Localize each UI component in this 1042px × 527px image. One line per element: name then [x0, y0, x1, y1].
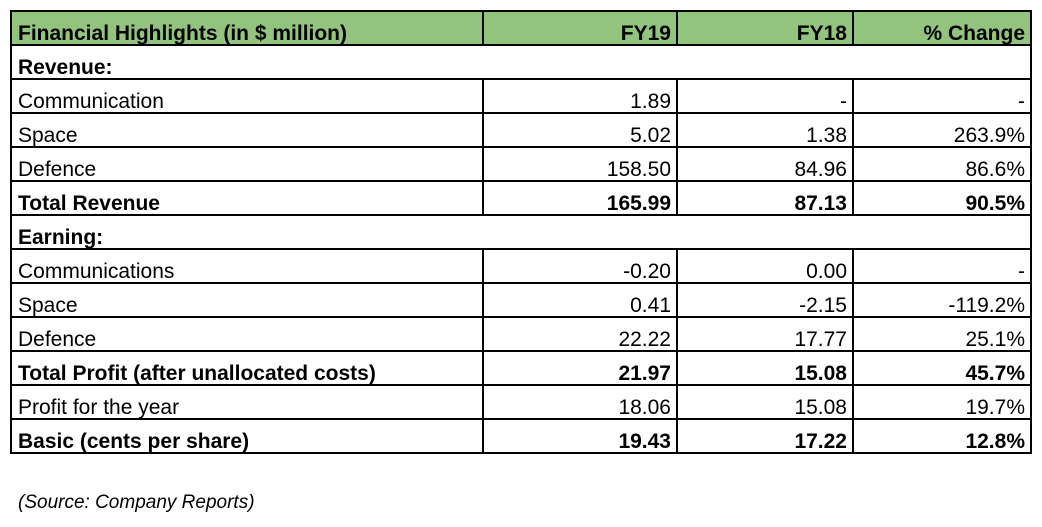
section-row	[11, 45, 1031, 79]
table-row-total	[11, 181, 1031, 215]
header-fy18: FY18	[677, 11, 853, 45]
header-fy19: FY19	[483, 11, 677, 45]
fy19-value: 165.99	[483, 181, 677, 215]
row-label: Communications	[11, 249, 483, 283]
row-label: Basic (cents per share)	[11, 419, 483, 453]
pct-change-value: 19.7%	[853, 385, 1031, 419]
pct-change-value: 45.7%	[853, 351, 1031, 385]
financial-highlights-table	[10, 10, 1032, 454]
fy19-value: 18.06	[483, 385, 677, 419]
fy19-value: 19.43	[483, 419, 677, 453]
section-row	[11, 215, 1031, 249]
row-label: Space	[11, 113, 483, 147]
table-row	[11, 249, 1031, 283]
pct-change-value: 12.8%	[853, 419, 1031, 453]
pct-change-value: 86.6%	[853, 147, 1031, 181]
fy18-value: -2.15	[677, 283, 853, 317]
table-row	[11, 113, 1031, 147]
fy19-value: 158.50	[483, 147, 677, 181]
table-row	[11, 385, 1031, 419]
fy19-value: 1.89	[483, 79, 677, 113]
table-row	[11, 317, 1031, 351]
pct-change-value: -119.2%	[853, 283, 1031, 317]
fy19-value: 0.41	[483, 283, 677, 317]
fy18-value: 17.22	[677, 419, 853, 453]
row-label: Defence	[11, 147, 483, 181]
header-label: Financial Highlights (in $ million)	[11, 11, 483, 45]
fy18-value: 15.08	[677, 351, 853, 385]
fy18-value: -	[677, 79, 853, 113]
fy19-value: 5.02	[483, 113, 677, 147]
pct-change-value: 25.1%	[853, 317, 1031, 351]
fy19-value: -0.20	[483, 249, 677, 283]
table-row	[11, 147, 1031, 181]
fy18-value: 15.08	[677, 385, 853, 419]
pct-change-value: 90.5%	[853, 181, 1031, 215]
table-body	[11, 45, 1031, 453]
row-label: Profit for the year	[11, 385, 483, 419]
fy18-value: 87.13	[677, 181, 853, 215]
row-label: Space	[11, 283, 483, 317]
table-row-total	[11, 419, 1031, 453]
pct-change-value: -	[853, 79, 1031, 113]
pct-change-value: -	[853, 249, 1031, 283]
header-pct-change: % Change	[853, 11, 1031, 45]
row-label: Defence	[11, 317, 483, 351]
row-label: Communication	[11, 79, 483, 113]
row-label: Total Revenue	[11, 181, 483, 215]
row-label: Total Profit (after unallocated costs)	[11, 351, 483, 385]
pct-change-value: 263.9%	[853, 113, 1031, 147]
source-note: (Source: Company Reports)	[18, 492, 255, 513]
section-heading: Revenue:	[11, 45, 1031, 79]
fy18-value: 17.77	[677, 317, 853, 351]
table-row	[11, 79, 1031, 113]
fy19-value: 21.97	[483, 351, 677, 385]
fy18-value: 84.96	[677, 147, 853, 181]
table-row	[11, 283, 1031, 317]
section-heading: Earning:	[11, 215, 1031, 249]
fy18-value: 0.00	[677, 249, 853, 283]
fy19-value: 22.22	[483, 317, 677, 351]
table-header-row	[11, 11, 1031, 45]
table-row-total	[11, 351, 1031, 385]
fy18-value: 1.38	[677, 113, 853, 147]
